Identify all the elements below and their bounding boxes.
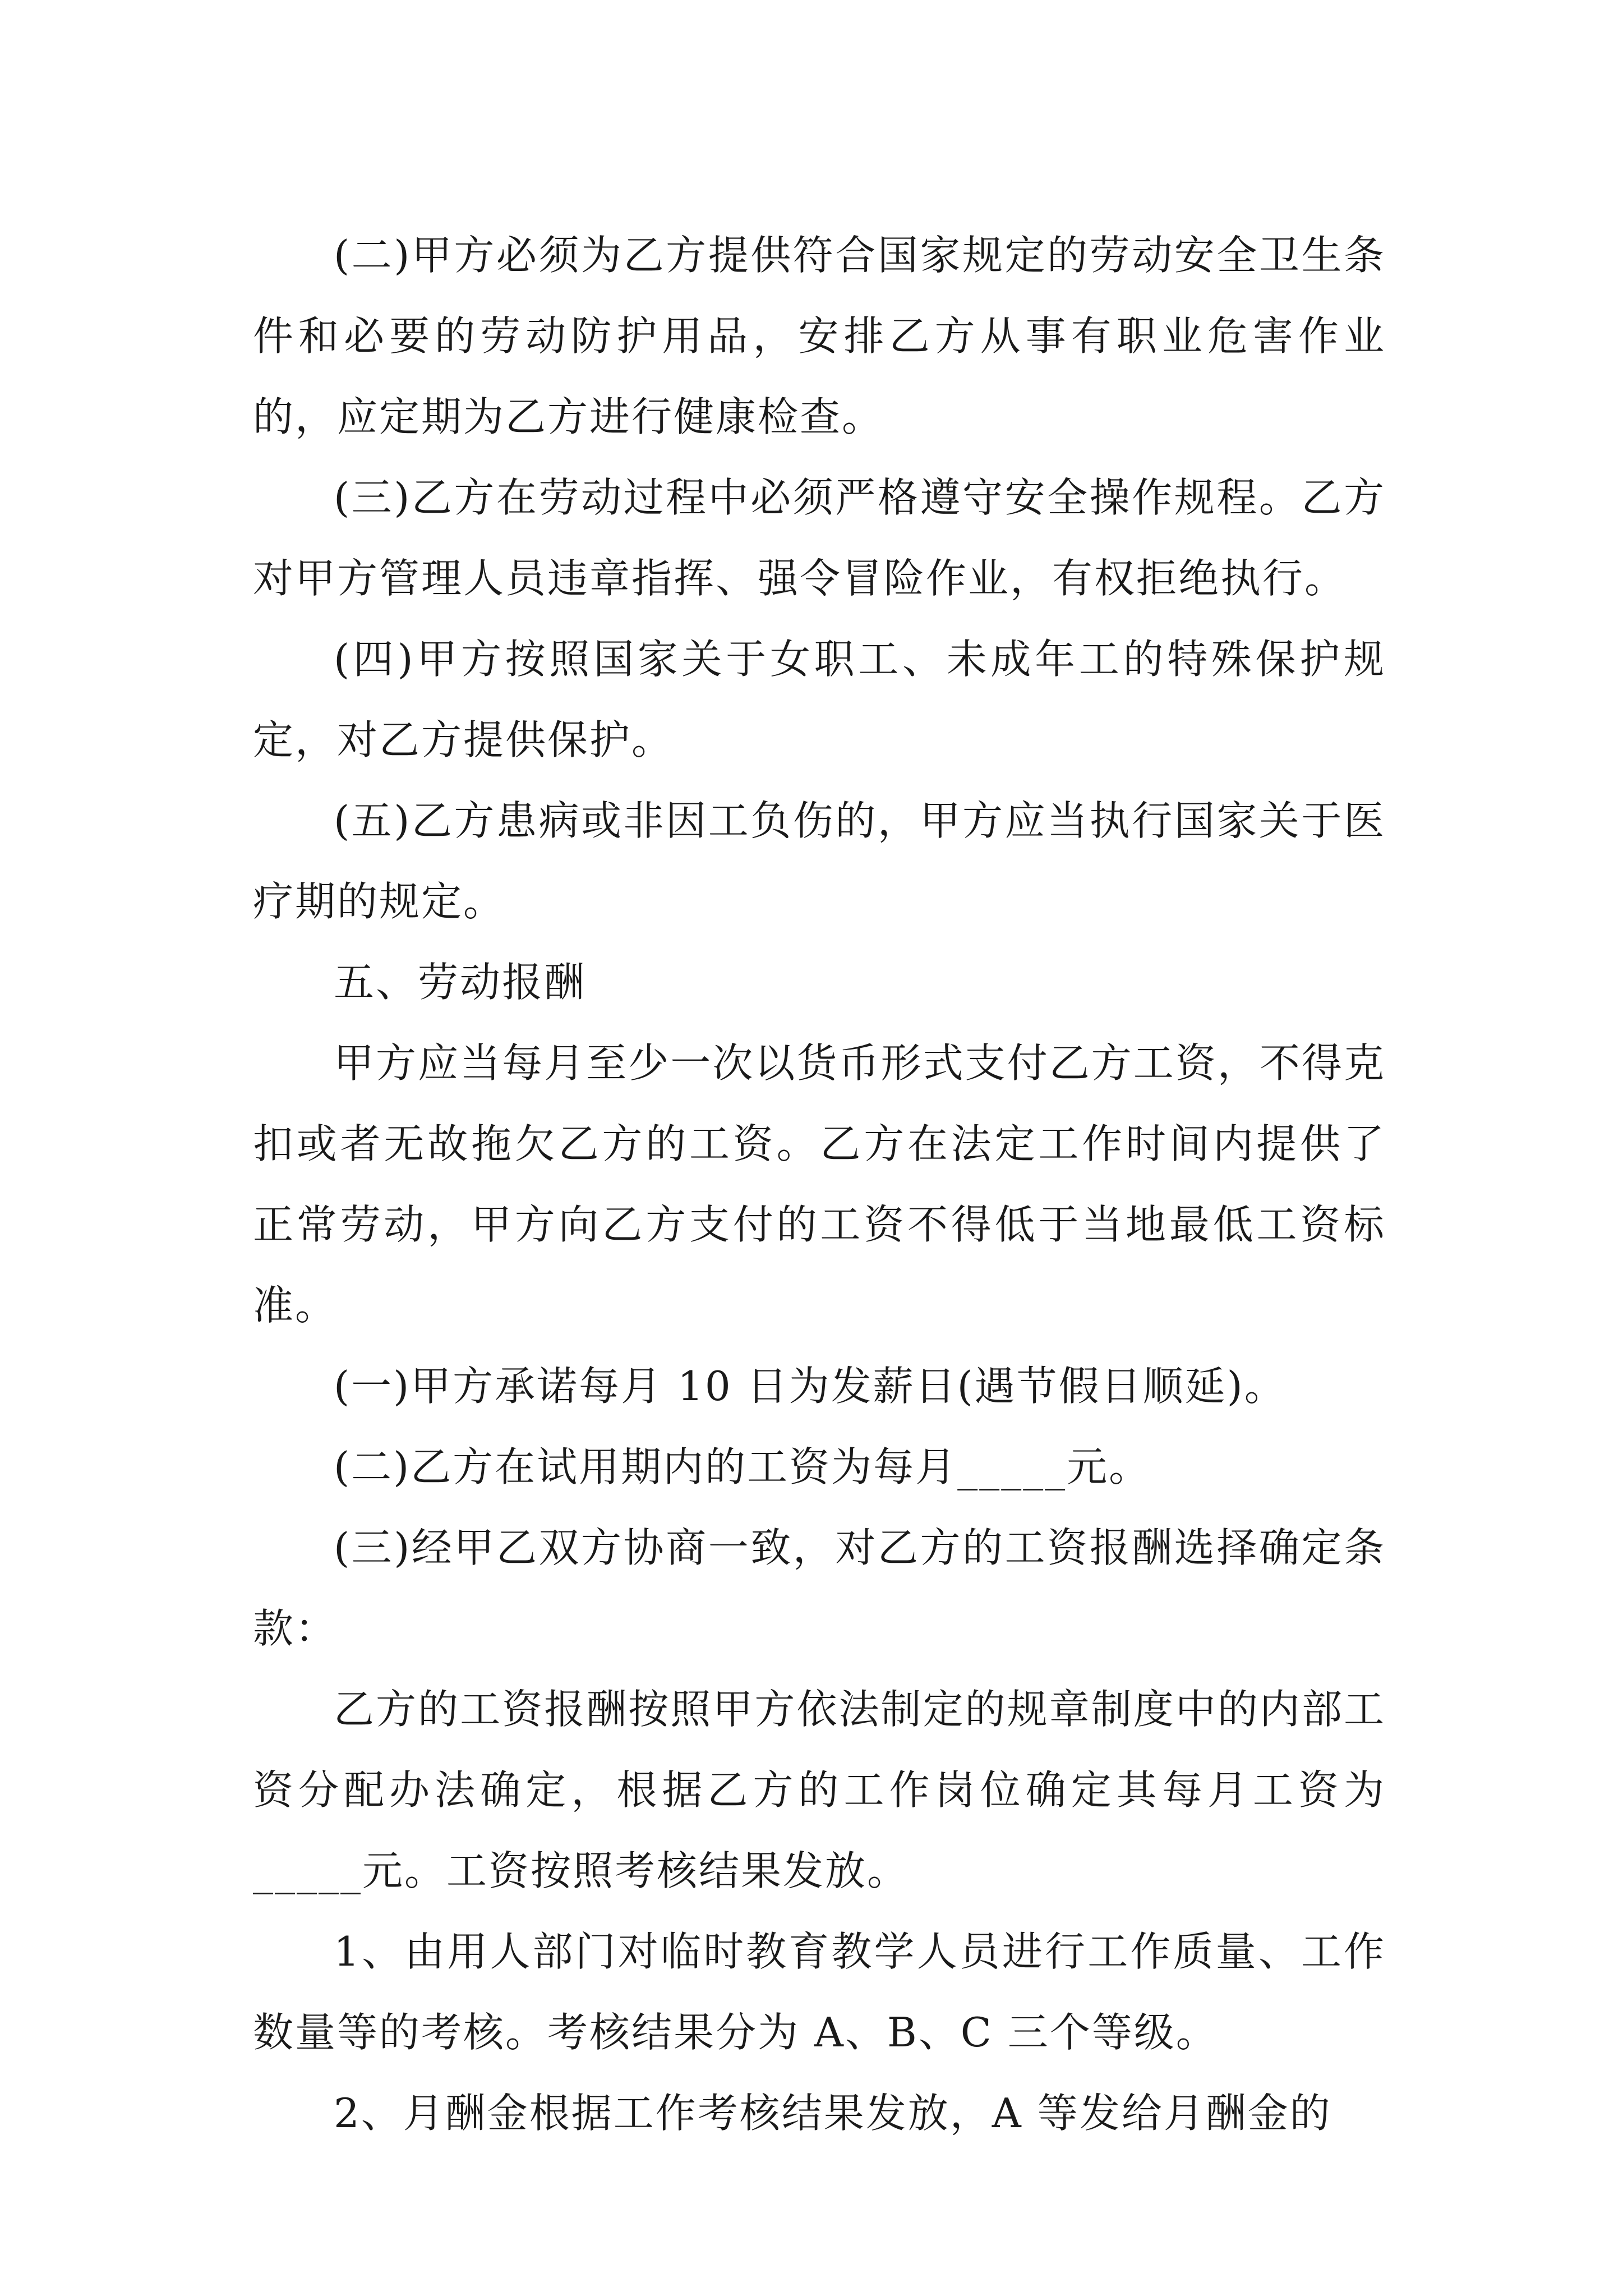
section-heading-remuneration: 五、劳动报酬 xyxy=(334,959,587,1006)
wage-terms-paragraph: (三)经甲乙双方协商一致，对乙方的工资报酬选择确定条款： xyxy=(253,1524,1386,1652)
assessment-item-one: 1、由用人部门对临时教育教学人员进行工作质量、工作数量等的考核。考核结果分为 A、B、C 三个等级。 xyxy=(253,1928,1386,2056)
monthly-wage-paragraph: 乙方的工资报酬按照甲方依法制定的规章制度中的内部工资分配办法确定，根据乙方的工作岗位确定其每月工资为_____元。工资按照考核结果发放。 xyxy=(253,1686,1386,1894)
clause-five-paragraph: (五)乙方患病或非因工负伤的，甲方应当执行国家关于医疗期的规定。 xyxy=(253,797,1386,925)
clause-two-paragraph: (二)甲方必须为乙方提供符合国家规定的劳动安全卫生条件和必要的劳动防护用品，安排乙方从事有职业危害作业的，应定期为乙方进行健康检查。 xyxy=(253,232,1386,440)
clause-four-paragraph: (四)甲方按照国家关于女职工、未成年工的特殊保护规定，对乙方提供保护。 xyxy=(253,636,1386,763)
remuneration-intro-paragraph: 甲方应当每月至少一次以货币形式支付乙方工资，不得克扣或者无故拖欠乙方的工资。乙方在法定工作时间内提供了正常劳动，甲方向乙方支付的工资不得低于当地最低工资标准。 xyxy=(253,1039,1386,1329)
assessment-item-two: 2、月酬金根据工作考核结果发放，A 等发给月酬金的 xyxy=(334,2090,1332,2137)
payday-paragraph: (一)甲方承诺每月 10 日为发薪日(遇节假日顺延)。 xyxy=(334,1363,1287,1410)
clause-three-paragraph: (三)乙方在劳动过程中必须严格遵守安全操作规程。乙方对甲方管理人员违章指挥、强令冒险作业，有权拒绝执行。 xyxy=(253,474,1386,602)
document-body xyxy=(253,215,1386,2154)
probation-wage-paragraph: (二)乙方在试用期内的工资为每月_____元。 xyxy=(334,1443,1151,1490)
